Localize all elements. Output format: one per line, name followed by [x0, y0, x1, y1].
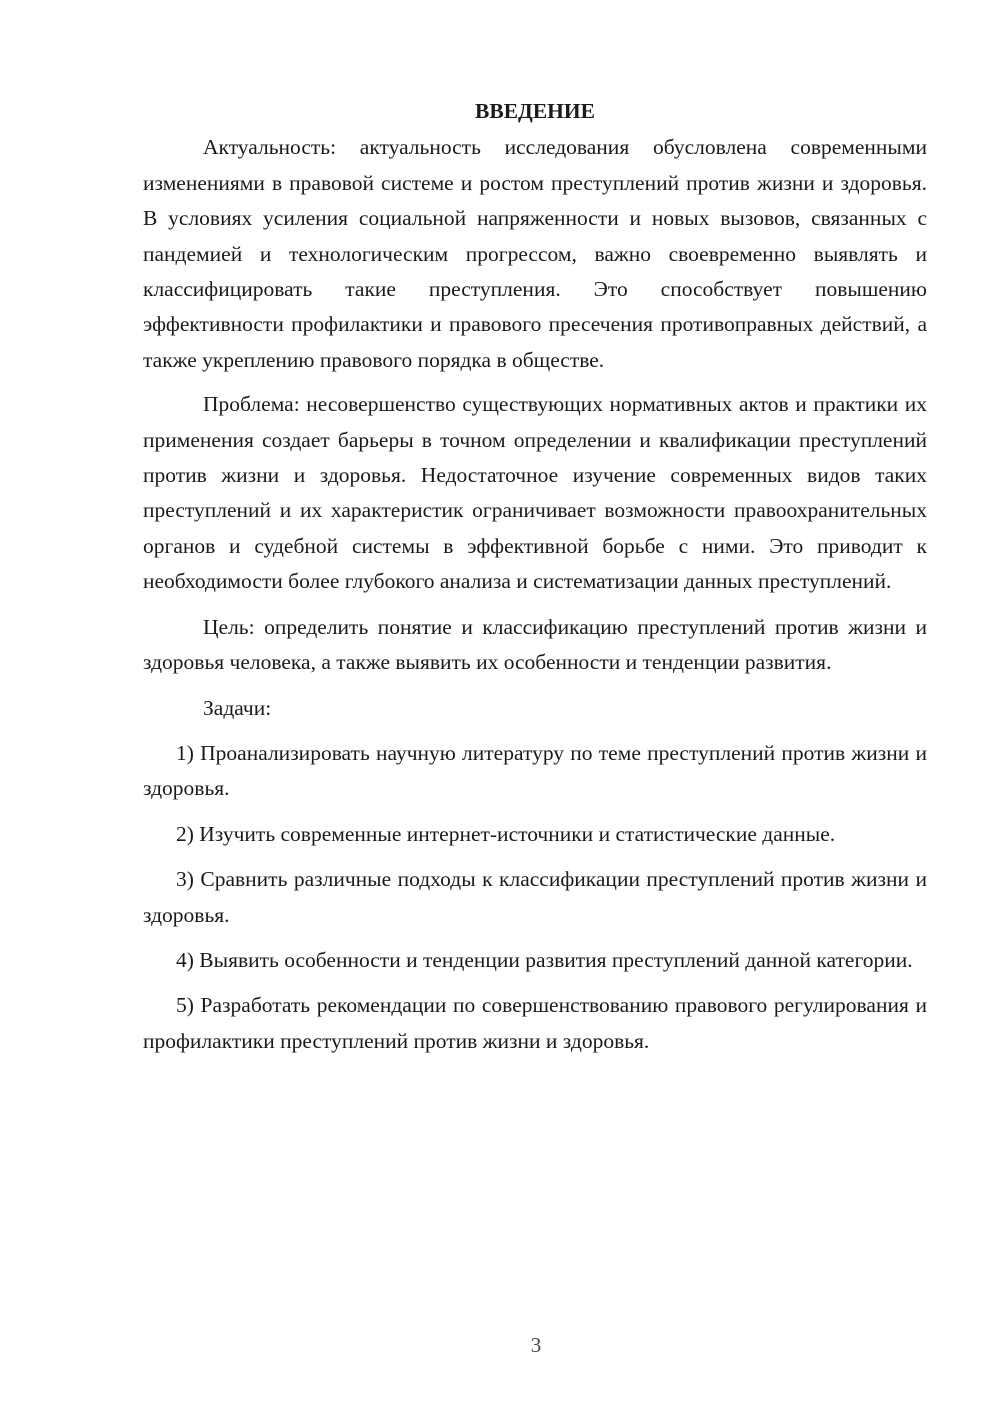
- page-number: 3: [530, 1333, 542, 1357]
- paragraph-problem: Проблема: несовершенство существующих нормативных актов и практики их применения создает барьеры в точном определении и квалификации преступлений против жизни и здоровья. Недостаточное изучение современных видов таких преступлений и их характеристик ограничивает возможности правоохранительных органов и судебной системы в эффективной борьбе с ними. Это приводит к необходимости более глубокого анализа и систематизации данных преступлений.: [143, 392, 927, 594]
- task-item-1: 1) Проанализировать научную литературу по теме преступлений против жизни и здоровья.: [143, 740, 927, 801]
- task-item-2: 2) Изучить современные интернет-источники и статистические данные.: [176, 821, 836, 846]
- page-content: [143, 94, 927, 1069]
- paragraph-goal: Цель: определить понятие и классификацию преступлений против жизни и здоровья человека, а также выявить их особенности и тенденции развития.: [143, 614, 927, 675]
- task-item-4: 4) Выявить особенности и тенденции развития преступлений данной категории.: [176, 947, 913, 972]
- paragraph-relevance: Актуальность: актуальность исследования обусловлена современными изменениями в правовой системе и ростом преступлений против жизни и здоровья. В условиях усиления социальной напряженности и новых вызовов, связанных с пандемией и технологическим прогрессом, важно своевременно выявлять и классифицировать такие преступления. Это способствует повышению эффективности профилактики и правового пресечения противоправных действий, а также укреплению правового порядка в обществе.: [143, 135, 927, 372]
- task-item-3: 3) Сравнить различные подходы к классификации преступлений против жизни и здоровья.: [143, 867, 927, 927]
- tasks-heading: Задачи:: [203, 695, 272, 720]
- section-title: ВВЕДЕНИЕ: [475, 99, 595, 123]
- task-item-5: 5) Разработать рекомендации по совершенствованию правового регулирования и профилактики преступлений против жизни и здоровья.: [143, 993, 927, 1053]
